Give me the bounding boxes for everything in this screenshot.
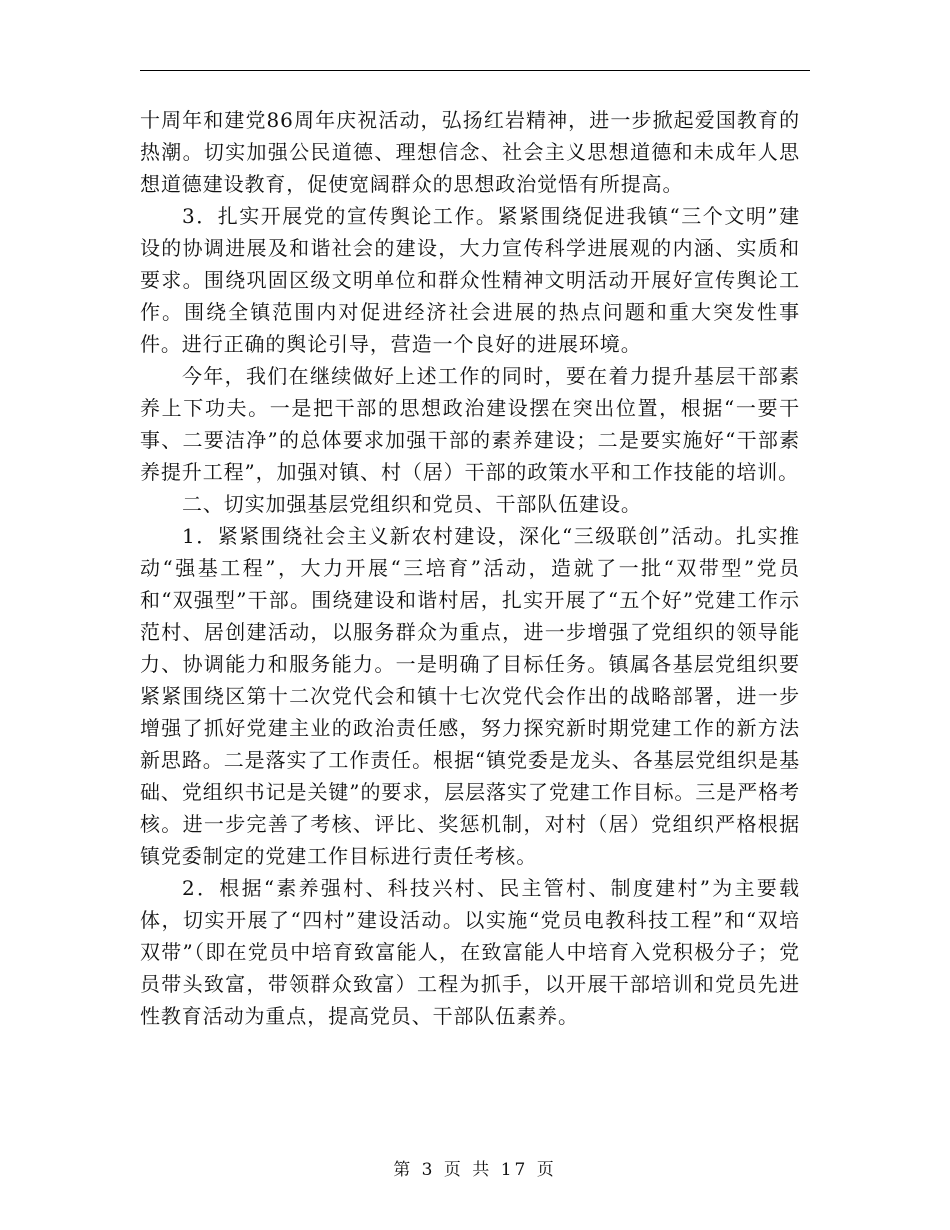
paragraph-four-village: 2．根据“素养强村、科技兴村、民主管村、制度建村”为主要载体，切实开展了“四村”建设活动。以实施“党员电教科技工程”和“双培双带”（即在党员中培育致富能人，在致富能人中培育入党积极分子；党员带头致富，带领群众致富）工程为抓手，以开展干部培训和党员先进性教育活动为重点，提高党员、干部队伍素养。 <box>140 876 800 1028</box>
paragraph-three-level-creation: 1．紧紧围绕社会主义新农村建设，深化“三级联创”活动。扎实推动“强基工程”，大力开展“三培育”活动，造就了一批“双带型”党员和“双强型”干部。围绕建设和谐村居，扎实开展了“五个好”党建工作示范村、居创建活动，以服务群众为重点，进一步增强了党组织的领导能力、协调能力和服务能力。一是明确了目标任务。镇属各基层党组织要紧紧围绕区第十二次党代会和镇十七次党代会作出的战略部署，进一步增强了抓好党建主业的政治责任感，努力探究新时期党建工作的新方法新思路。二是落实了工作责任。根据“镇党委是龙头、各基层党组织是基础、党组织书记是关键”的要求，层层落实了党建工作目标。三是严格考核。进一步完善了考核、评比、奖惩机制，对村（居）党组织严格根据镇党委制定的党建工作目标进行责任考核。 <box>140 524 800 868</box>
paragraph-continuation: 十周年和建党86周年庆祝活动，弘扬红岩精神，进一步掀起爱国教育的热潮。切实加强公民道德、理想信念、社会主义思想道德和未成年人思想道德建设教育，促使宽阔群众的思想政治觉悟有所提高。 <box>140 108 800 196</box>
paragraph-propaganda-work: 3．扎实开展党的宣传舆论工作。紧紧围绕促进我镇“三个文明”建设的协调进展及和谐社会的建设，大力宣传科学进展观的内涵、实质和要求。围绕巩固区级文明单位和群众性精神文明活动开展好宣传舆论工作。围绕全镇范围内对促进经济社会进展的热点问题和重大突发性事件。进行正确的舆论引导，营造一个良好的进展环境。 <box>140 204 800 356</box>
header-rule <box>140 70 810 71</box>
page-number-footer: 第 3 页 共 17 页 <box>393 1160 557 1180</box>
section-heading-party-building: 二、切实加强基层党组织和党员、干部队伍建设。 <box>182 492 642 516</box>
paragraph-cadre-quality: 今年，我们在继续做好上述工作的同时，要在着力提升基层干部素养上下功夫。一是把干部的思想政治建设摆在突出位置，根据“一要干事、二要洁净”的总体要求加强干部的素养建设；二是要实施好“干部素养提升工程”，加强对镇、村（居）干部的政策水平和工作技能的培训。 <box>140 364 800 484</box>
document-body <box>140 104 800 1032</box>
